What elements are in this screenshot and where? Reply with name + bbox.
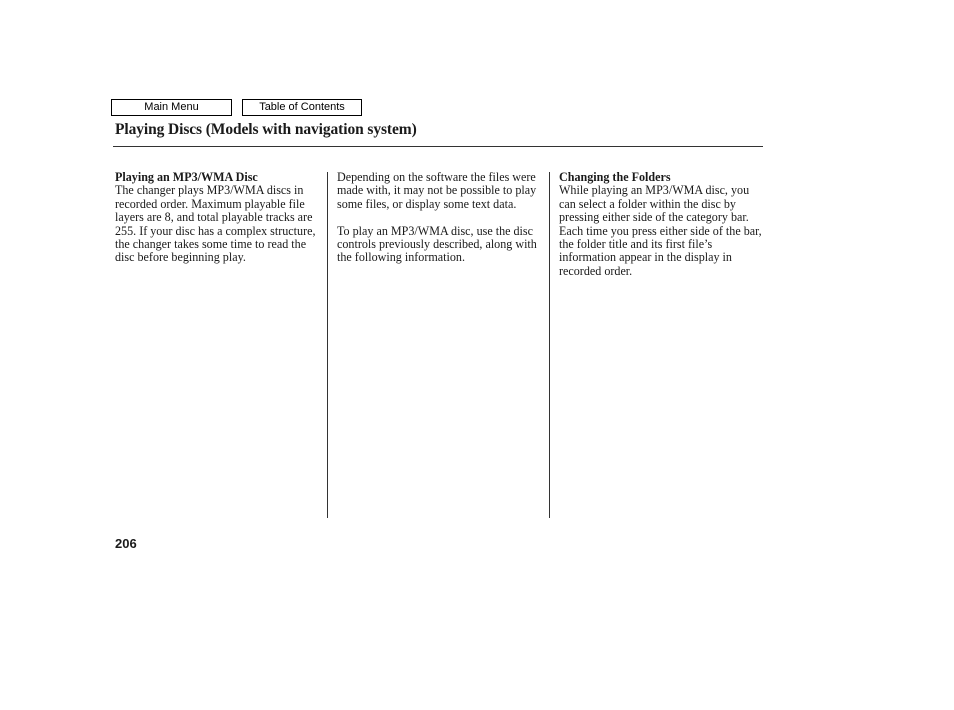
paragraph: While playing an MP3/WMA disc, you can select a folder within the disc by pressing either side of the category bar. Each time you press either side of the bar, the folder title and its first file’s information appear in the display in recorded order. (559, 183, 762, 278)
column-divider (327, 172, 328, 518)
main-menu-button[interactable]: Main Menu (111, 99, 232, 116)
section-heading-mp3-wma: Playing an MP3/WMA Disc (115, 170, 258, 184)
column-middle (337, 171, 544, 265)
column-divider (549, 172, 550, 518)
column-right (559, 171, 763, 278)
page-number: 206 (115, 536, 137, 551)
section-heading-changing-folders: Changing the Folders (559, 170, 671, 184)
page-title: Playing Discs (Models with navigation system) (115, 121, 417, 138)
paragraph: Depending on the software the files were made with, it may not be possible to play some files, or display some text data. (337, 170, 537, 211)
title-divider (113, 146, 763, 147)
table-of-contents-button[interactable]: Table of Contents (242, 99, 362, 116)
paragraph: To play an MP3/WMA disc, use the disc controls previously described, along with the following information. (337, 223, 537, 265)
paragraph: The changer plays MP3/WMA discs in recorded order. Maximum playable file layers are 8, and total playable tracks are 255. If your disc has a complex structure, the changer takes some time to read the disc before beginning play. (115, 183, 316, 265)
column-left (115, 171, 322, 265)
